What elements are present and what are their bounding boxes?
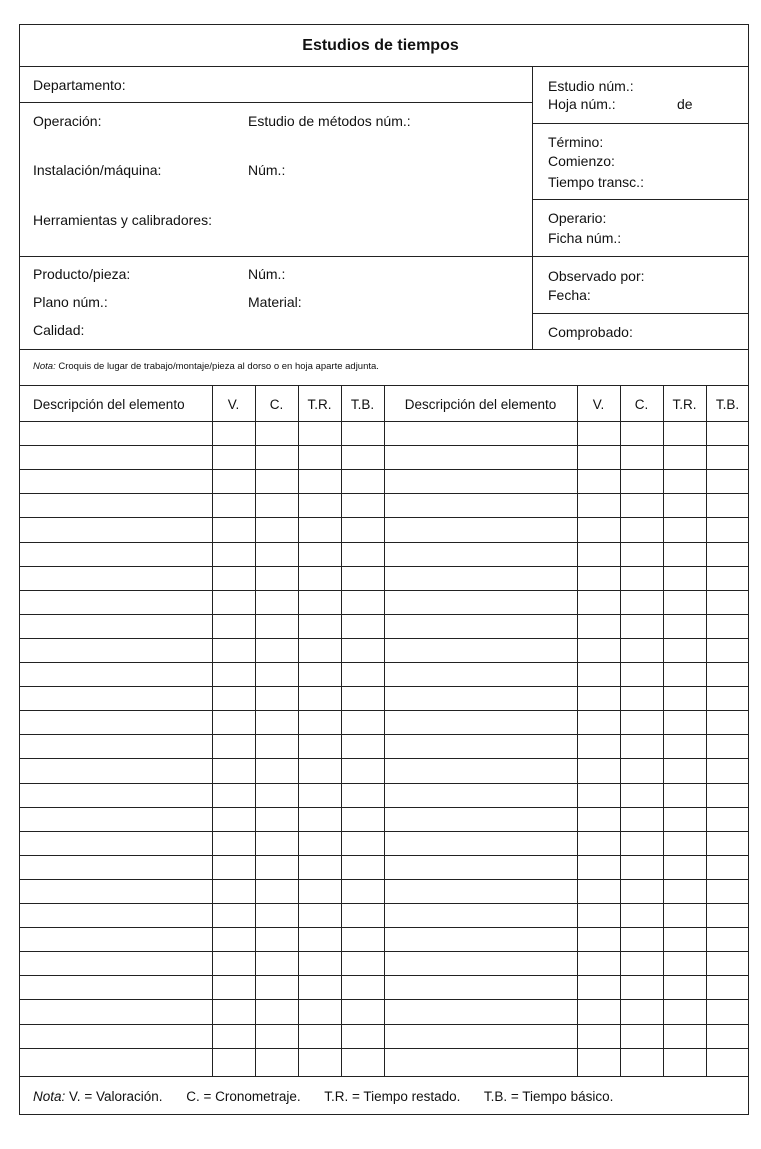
- table-column-line: [663, 385, 664, 1076]
- footer-item: C. = Cronometraje.: [186, 1089, 301, 1104]
- comprobado-label: Comprobado:: [548, 324, 633, 340]
- fecha-label: Fecha:: [548, 287, 591, 303]
- note-text: Croquis de lugar de trabajo/montaje/pieza al dorso o en hoja aparte adjunta.: [58, 361, 379, 372]
- table-row-line: [19, 566, 749, 567]
- footer-item: T.B. = Tiempo básico.: [483, 1089, 614, 1104]
- divider: [532, 199, 749, 200]
- table-row-line: [19, 662, 749, 663]
- note-label: Nota:: [33, 361, 56, 372]
- footer-item: V. = Valoración.: [69, 1089, 163, 1104]
- divider: [532, 66, 533, 349]
- instalacion-label: Instalación/máquina:: [33, 162, 162, 178]
- col-header-tb: T.B.: [715, 397, 740, 412]
- footer-item: T.R. = Tiempo restado.: [324, 1089, 461, 1104]
- col-header-v: V.: [227, 397, 240, 412]
- divider: [19, 256, 749, 257]
- col-header-tb: T.B.: [350, 397, 375, 412]
- departamento-label: Departamento:: [33, 77, 126, 93]
- table-row-line: [19, 686, 749, 687]
- table-row-line: [19, 445, 749, 446]
- note-top: [33, 358, 379, 375]
- table-row-line: [19, 542, 749, 543]
- table-row-line: [19, 831, 749, 832]
- estudio-metodos-label: Estudio de métodos núm.:: [248, 113, 411, 129]
- herramientas-label: Herramientas y calibradores:: [33, 212, 212, 228]
- table-column-line: [706, 385, 707, 1076]
- table-row-line: [19, 493, 749, 494]
- table-row-line: [19, 903, 749, 904]
- table-row-line: [19, 614, 749, 615]
- col-header-v: V.: [592, 397, 605, 412]
- table-row-line: [19, 590, 749, 591]
- de-label: de: [677, 96, 693, 112]
- footer-note: [33, 1088, 633, 1105]
- col-header-c: C.: [269, 397, 284, 412]
- table-row-line: [19, 855, 749, 856]
- comienzo-label: Comienzo:: [548, 153, 615, 169]
- col-header-descripcion: Descripción del elemento: [33, 397, 185, 412]
- divider: [19, 102, 532, 103]
- table-row-line: [19, 975, 749, 976]
- col-header-tr: T.R.: [672, 397, 697, 412]
- divider: [19, 1076, 749, 1077]
- table-column-line: [384, 385, 385, 1076]
- table-row-line: [19, 1024, 749, 1025]
- table-row-line: [19, 927, 749, 928]
- material-label: Material:: [248, 294, 302, 310]
- table-row-line: [19, 638, 749, 639]
- tiempo-transc-label: Tiempo transc.:: [548, 174, 644, 190]
- num-label: Núm.:: [248, 162, 286, 178]
- table-row-line: [19, 734, 749, 735]
- table-column-line: [577, 385, 578, 1076]
- table-row-line: [19, 999, 749, 1000]
- observado-label: Observado por:: [548, 268, 645, 284]
- calidad-label: Calidad:: [33, 322, 85, 338]
- table-row-line: [19, 807, 749, 808]
- table-row-line: [19, 421, 749, 422]
- table-column-line: [620, 385, 621, 1076]
- table-row-line: [19, 879, 749, 880]
- hoja-num-label: Hoja núm.:: [548, 96, 616, 112]
- ficha-label: Ficha núm.:: [548, 230, 622, 246]
- divider: [19, 66, 749, 67]
- divider: [532, 123, 749, 124]
- col-header-c: C.: [634, 397, 649, 412]
- form-title: Estudios de tiempos: [302, 37, 459, 54]
- table-column-line: [341, 385, 342, 1076]
- plano-label: Plano núm.:: [33, 294, 108, 310]
- table-row-line: [19, 783, 749, 784]
- table-row-line: [19, 517, 749, 518]
- footer-label: Nota:: [33, 1089, 66, 1104]
- estudio-num-label: Estudio núm.:: [548, 78, 634, 94]
- table-column-line: [298, 385, 299, 1076]
- table-row-line: [19, 710, 749, 711]
- num-label: Núm.:: [248, 266, 286, 282]
- table-row-line: [19, 951, 749, 952]
- producto-label: Producto/pieza:: [33, 266, 131, 282]
- termino-label: Término:: [548, 134, 604, 150]
- divider: [19, 349, 749, 350]
- table-row-line: [19, 469, 749, 470]
- operacion-label: Operación:: [33, 113, 102, 129]
- table-column-line: [212, 385, 213, 1076]
- table-row-line: [19, 758, 749, 759]
- divider: [532, 313, 749, 314]
- col-header-tr: T.R.: [307, 397, 332, 412]
- table-column-line: [255, 385, 256, 1076]
- col-header-descripcion: Descripción del elemento: [404, 397, 557, 412]
- table-row-line: [19, 1048, 749, 1049]
- operario-label: Operario:: [548, 210, 607, 226]
